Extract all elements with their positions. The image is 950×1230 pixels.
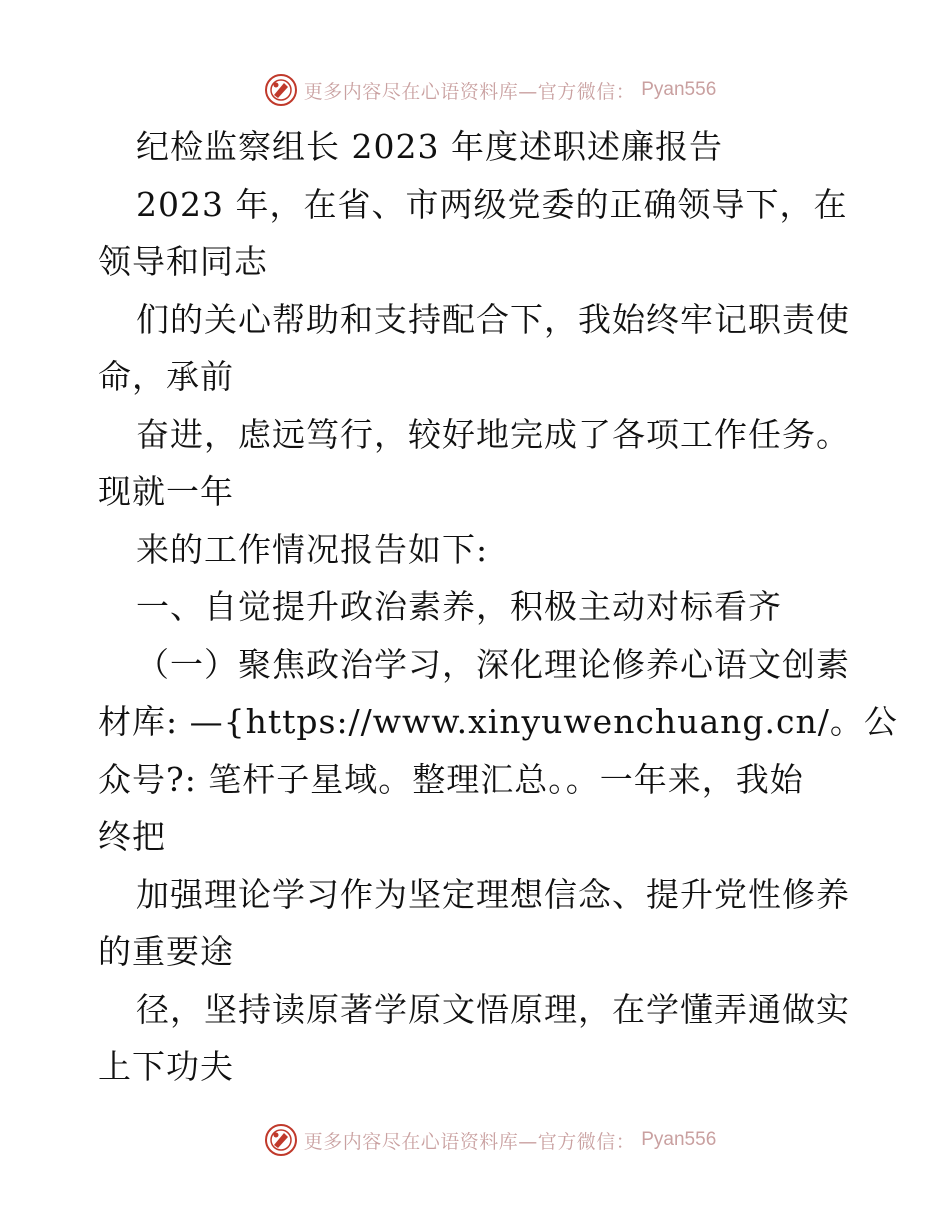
paragraph-line: 加强理论学习作为坚定理想信念、提升党性修养 [136, 874, 850, 914]
paragraph-line: 径，坚持读原著学原文悟原理，在学懂弄通做实 [136, 989, 850, 1029]
banner-code: Pyan556 [641, 79, 717, 100]
paragraph-line: 领导和同志 [98, 242, 268, 281]
paragraph-line: 终把 [98, 817, 166, 856]
header-banner [0, 70, 950, 110]
subsection-heading: （一）聚焦政治学习，深化理论修养心语文创素 [136, 644, 850, 684]
paragraph-line: 现就一年 [98, 472, 234, 511]
banner-code: Pyan556 [641, 1129, 717, 1150]
banner-text: 更多内容尽在心语资料库—官方微信： [303, 80, 636, 103]
paragraph-line: 们的关心帮助和支持配合下，我始终牢记职责使 [136, 299, 850, 339]
paragraph-line: 2023 年，在省、市两级党委的正确领导下，在 [136, 184, 848, 224]
section-heading: 一、自觉提升政治素养，积极主动对标看齐 [136, 587, 782, 626]
document-body [98, 118, 898, 1096]
seal-icon [264, 1123, 298, 1157]
paragraph-line: 来的工作情况报告如下: [136, 529, 489, 569]
document-title: 纪检监察组长 2023 年度述职述廉报告 [136, 127, 723, 166]
footer-banner [0, 1120, 950, 1160]
banner-text: 更多内容尽在心语资料库—官方微信： [303, 1130, 636, 1153]
seal-icon [264, 73, 298, 107]
paragraph-line: 命，承前 [98, 357, 234, 396]
paragraph-line: 奋进，虑远笃行，较好地完成了各项工作任务。 [136, 414, 850, 454]
paragraph-line: 上下功夫 [98, 1047, 234, 1086]
paragraph-line: 众号?: 笔杆子星域。整理汇总。。一年来，我始 [98, 759, 804, 799]
paragraph-line: 材库: —{https://www.xinyuwenchuang.cn/。公 [98, 702, 898, 741]
paragraph-line: 的重要途 [98, 932, 234, 971]
